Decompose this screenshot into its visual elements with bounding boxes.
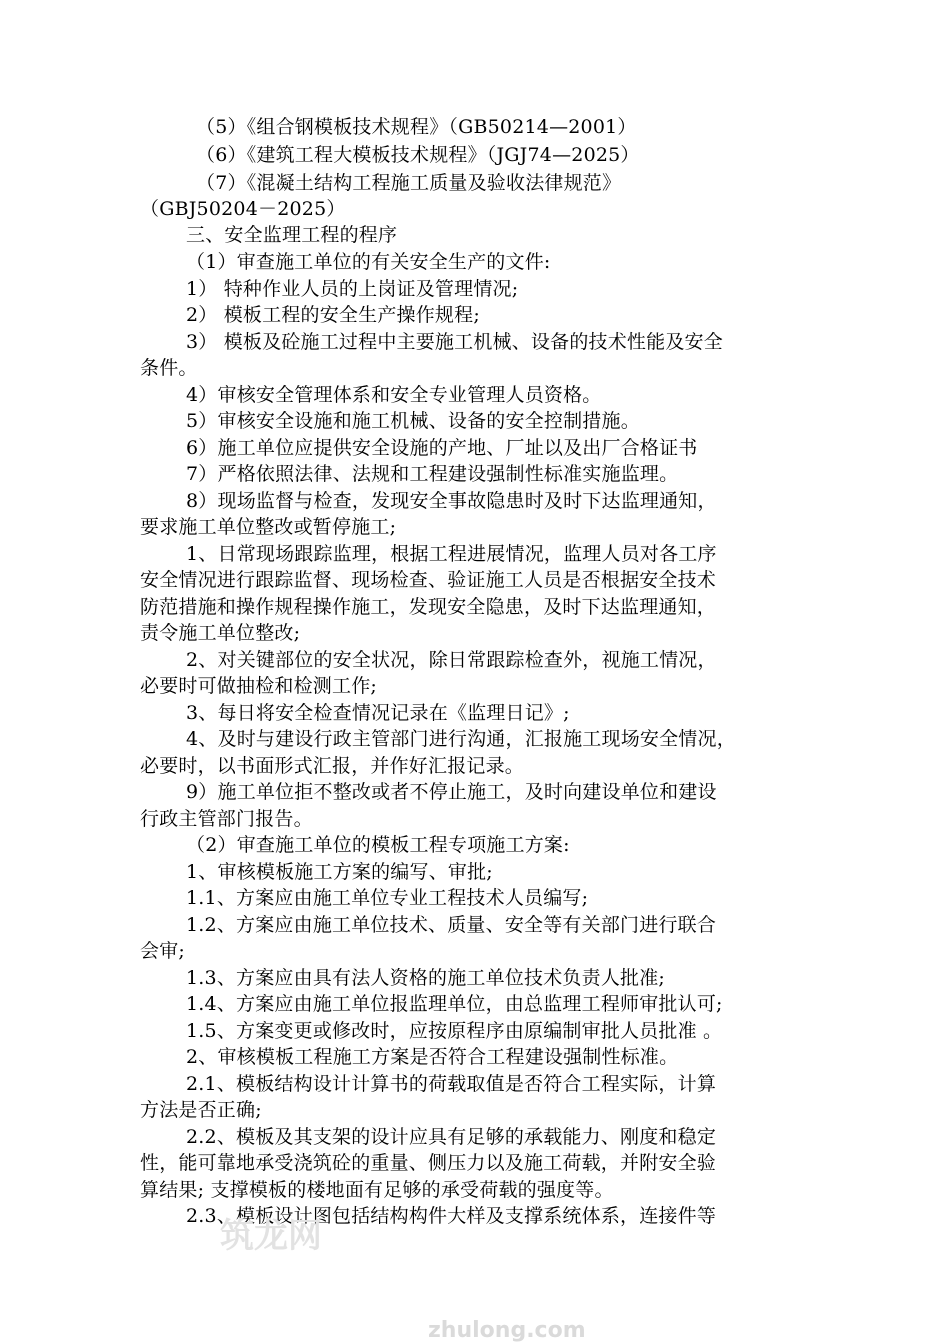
text-line: （5）《组合钢模板技术规程》（GB50214—2001） [196,116,637,138]
text-line: 1.2、方案应由施工单位技术、质量、安全等有关部门进行联合 [186,914,717,936]
text-line: 2、对关键部位的安全状况，除日常跟踪检查外，视施工情况， [186,649,717,671]
text-line: 3） 模板及砼施工过程中主要施工机械、设备的技术性能及安全 [186,331,723,353]
watermark-url: zhulong.com [428,1318,586,1343]
text-line: （6）《建筑工程大模板技术规程》（JGJ74—2025） [196,144,640,166]
text-line: 安全情况进行跟踪监督、现场检查、验证施工人员是否根据安全技术 [140,569,717,591]
text-line: 1.4、方案应由施工单位报监理单位，由总监理工程师审批认可; [186,993,723,1015]
text-line: 6）施工单位应提供安全设施的产地、厂址以及出厂合格证书 [186,437,698,459]
text-line: 算结果; 支撑模板的楼地面有足够的承受荷载的强度等。 [140,1179,614,1201]
text-line: 5）审核安全设施和施工机械、设备的安全控制措施。 [186,410,640,432]
text-line: 1.1、方案应由施工单位专业工程技术人员编写; [186,887,589,909]
text-line: 要求施工单位整改或暂停施工; [140,516,397,538]
text-line: 1） 特种作业人员的上岗证及管理情况; [186,278,519,300]
text-line: 防范措施和操作规程操作施工，发现安全隐患，及时下达监理通知， [140,596,717,618]
text-line: 1.5、方案变更或修改时，应按原程序由原编制审批人员批准 。 [186,1020,723,1042]
text-line: （1）审查施工单位的有关安全生产的文件: [186,251,551,273]
text-line: 必要时，以书面形式汇报，并作好汇报记录。 [140,755,525,777]
text-line: 行政主管部门报告。 [140,808,313,830]
text-line: （GBJ50204－2025） [140,198,346,220]
text-line: 8）现场监督与检查，发现安全事故隐患时及时下达监理通知， [186,490,717,512]
text-line: 条件。 [140,357,198,379]
text-line: 4、及时与建设行政主管部门进行沟通，汇报施工现场安全情况， [186,728,736,750]
watermark-logo-text: 筑龙网 [220,1216,322,1256]
text-line: 必要时可做抽检和检测工作; [140,675,378,697]
text-line: 4）审核安全管理体系和安全专业管理人员资格。 [186,384,602,406]
text-line: 1、审核模板施工方案的编写、审批; [186,861,493,883]
text-line: 会审; [140,940,186,962]
text-line: 2.1、模板结构设计计算书的荷载取值是否符合工程实际，计算 [186,1073,717,1095]
text-line: 方法是否正确; [140,1099,262,1121]
text-line: 2.2、模板及其支架的设计应具有足够的承载能力、刚度和稳定 [186,1126,717,1148]
text-line: 1.3、方案应由具有法人资格的施工单位技术负责人批准; [186,967,666,989]
text-line: 3、每日将安全检查情况记录在《监理日记》; [186,702,570,724]
text-line: 2） 模板工程的安全生产操作规程; [186,304,480,326]
text-line: 责令施工单位整改; [140,622,301,644]
text-line: 7）严格依照法律、法规和工程建设强制性标准实施监理。 [186,463,679,485]
text-line: 9）施工单位拒不整改或者不停止施工，及时向建设单位和建设 [186,781,717,803]
text-line: 2、审核模板工程施工方案是否符合工程建设强制性标准。 [186,1046,679,1068]
text-line: 三、安全监理工程的程序 [186,224,398,246]
text-line: （2）审查施工单位的模板工程专项施工方案: [186,834,570,856]
text-line: （7）《混凝土结构工程施工质量及验收法律规范》 [196,172,622,194]
text-line: 1、日常现场跟踪监理，根据工程进展情况，监理人员对各工序 [186,543,717,565]
text-line: 2.3、模板设计图包括结构构件大样及支撑系统体系，连接件等 [186,1205,717,1227]
text-line: 性，能可靠地承受浇筑砼的重量、侧压力以及施工荷载，并附安全验 [140,1152,717,1174]
